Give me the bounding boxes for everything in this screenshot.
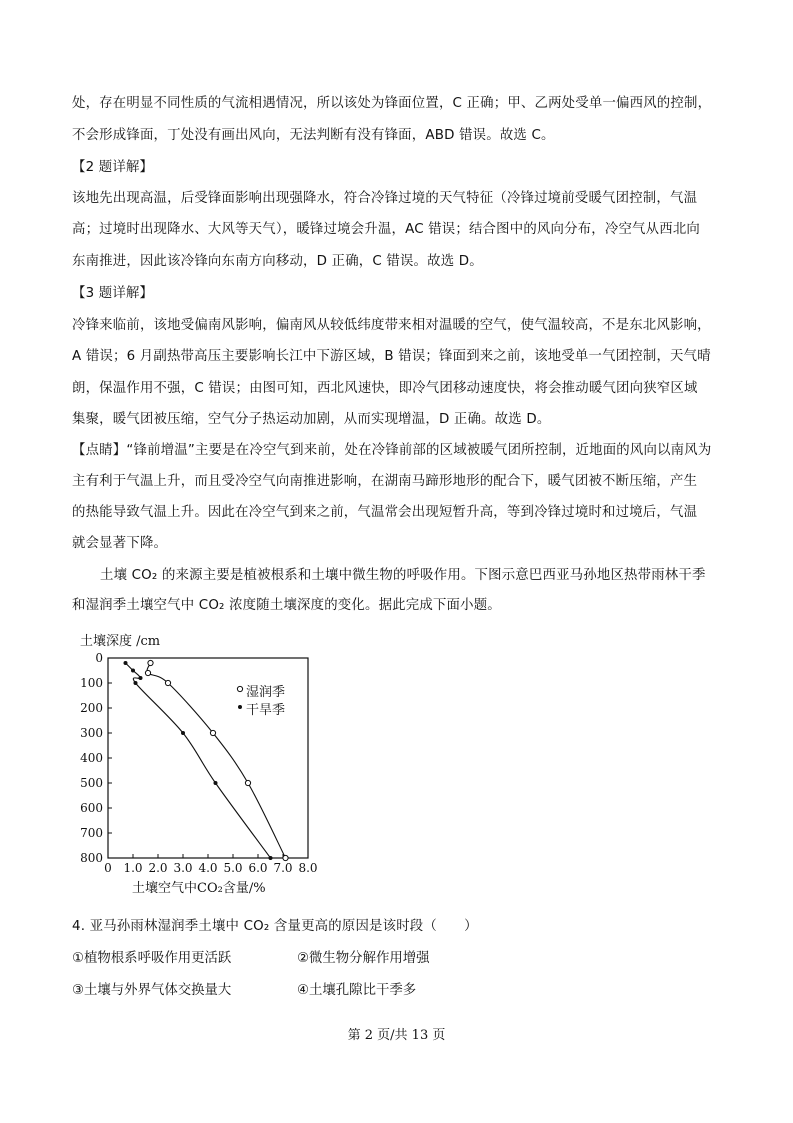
y-tick-label: 400 bbox=[80, 751, 103, 765]
question-stem: 4. 亚马孙雨林湿润季土壤中 CO₂ 含量更高的原因是该时段（ ） bbox=[72, 919, 478, 934]
x-tick-label: 6.0 bbox=[248, 861, 268, 875]
tip-line: 就会显著下降。 bbox=[72, 536, 168, 551]
dry-season-point bbox=[214, 781, 218, 785]
y-tick-label: 200 bbox=[80, 701, 103, 715]
legend-wet-season bbox=[246, 681, 285, 700]
dry-season-point bbox=[181, 731, 185, 735]
text-line: 集聚，暖气团被压缩，空气分子热运动加剧，从而实现增温，D 正确。故选 D。 bbox=[72, 412, 551, 427]
section-heading: 【2 题详解】 bbox=[72, 160, 154, 175]
chart-x-axis-title: 土壤空气中CO₂含量/% bbox=[132, 881, 266, 896]
dry-season-point bbox=[269, 856, 273, 860]
intro-line: 和湿润季土壤空气中 CO₂ 浓度随土壤深度的变化。据此完成下面小题。 bbox=[72, 598, 501, 613]
y-tick-label: 100 bbox=[80, 676, 103, 690]
x-tick-label: 3.0 bbox=[173, 861, 193, 875]
x-tick-label: 7.0 bbox=[273, 861, 293, 875]
text-line: 处，存在明显不同性质的气流相遇情况，所以该处为锋面位置，C 正确；甲、乙两处受单一偏西风的控制， bbox=[72, 96, 712, 111]
text-line: 冷锋来临前，该地受偏南风影响，偏南风从较低纬度带来相对温暖的空气，使气温较高，不是东北风影响， bbox=[72, 318, 711, 333]
legend-dry-season bbox=[246, 699, 285, 718]
y-tick-label: 800 bbox=[80, 851, 103, 865]
intro-line: 土壤 CO₂ 的来源主要是植被根系和土壤中微生物的呼吸作用。下图示意巴西亚马孙地区热带雨林干季 bbox=[100, 568, 706, 583]
text-line: A 错误；6 月副热带高压主要影响长江中下游区域，B 错误；锋面到来之前，该地受单一气团控制，天气晴 bbox=[72, 349, 711, 364]
wet-season-point bbox=[148, 660, 153, 665]
dry-season-point bbox=[131, 669, 135, 673]
option-3: ③土壤与外界气体交换量大 bbox=[72, 983, 232, 998]
wet-season-point bbox=[210, 730, 215, 735]
legend-wet-marker bbox=[237, 686, 242, 691]
chart-canvas bbox=[70, 630, 330, 895]
y-tick-label: 700 bbox=[80, 826, 103, 840]
dry-season-point bbox=[124, 661, 128, 665]
y-tick-label: 0 bbox=[95, 651, 103, 665]
y-tick-label: 600 bbox=[80, 801, 103, 815]
section-heading: 【3 题详解】 bbox=[72, 286, 154, 301]
wet-season-point bbox=[165, 680, 170, 685]
co2-depth-chart bbox=[70, 630, 330, 895]
text-line: 该地先出现高温，后受锋面影响出现强降水，符合冷锋过境的天气特征（冷锋过境前受暖气团控制，气温 bbox=[72, 191, 698, 206]
x-tick-label: 8.0 bbox=[298, 861, 318, 875]
x-tick-label: 1.0 bbox=[123, 861, 143, 875]
option-1: ①植物根系呼吸作用更活跃 bbox=[72, 951, 232, 966]
wet-season-point bbox=[283, 855, 288, 860]
dry-season-point bbox=[134, 681, 138, 685]
chart-y-axis-title: 土壤深度 /cm bbox=[80, 634, 161, 649]
tip-line: 的热能导致气温上升。因此在冷空气到来之前，气温常会出现短暂升高，等到冷锋过境时和过境后，气温 bbox=[72, 505, 698, 520]
x-tick-label: 0 bbox=[104, 861, 112, 875]
y-tick-label: 500 bbox=[80, 776, 103, 790]
tip-line: 主有利于气温上升，而且受冷空气向南推进影响，在湖南马蹄形地形的配合下，暖气团被不断压缩，产生 bbox=[72, 474, 698, 489]
text-line: 高；过境时出现降水、大风等天气），暖锋过境会升温，AC 错误；结合图中的风向分布，冷空气从西北向 bbox=[72, 222, 701, 237]
dry-season-point bbox=[139, 676, 143, 680]
text-line: 朗，保温作用不强，C 错误；由图可知，西北风速快，即冷气团移动速度快，将会推动暖气团向狭窄区域 bbox=[72, 381, 698, 396]
option-4: ④土壤孔隙比干季多 bbox=[297, 983, 417, 998]
tip-line: 【点睛】“锋前增温”主要是在冷空气到来前，处在冷锋前部的区域被暖气团所控制，近地面的风向以南风为 bbox=[72, 443, 712, 458]
text-line: 不会形成锋面，丁处没有画出风向，无法判断有没有锋面，ABD 错误。故选 C。 bbox=[72, 128, 555, 143]
wet-season-point bbox=[245, 780, 250, 785]
x-tick-label: 5.0 bbox=[223, 861, 243, 875]
option-2: ②微生物分解作用增强 bbox=[297, 951, 430, 966]
legend-dry-marker bbox=[238, 705, 242, 709]
legend-wet-label: 湿润季 bbox=[246, 685, 286, 700]
legend-dry-label: 干旱季 bbox=[246, 703, 286, 718]
x-tick-label: 4.0 bbox=[198, 861, 218, 875]
text-line: 东南推进，因此该冷锋向东南方向移动，D 正确，C 错误。故选 D。 bbox=[72, 254, 483, 269]
wet-season-point bbox=[145, 670, 150, 675]
y-tick-label: 300 bbox=[80, 726, 103, 740]
x-tick-label: 2.0 bbox=[148, 861, 168, 875]
page-footer: 第 2 页/共 13 页 bbox=[347, 1028, 446, 1043]
